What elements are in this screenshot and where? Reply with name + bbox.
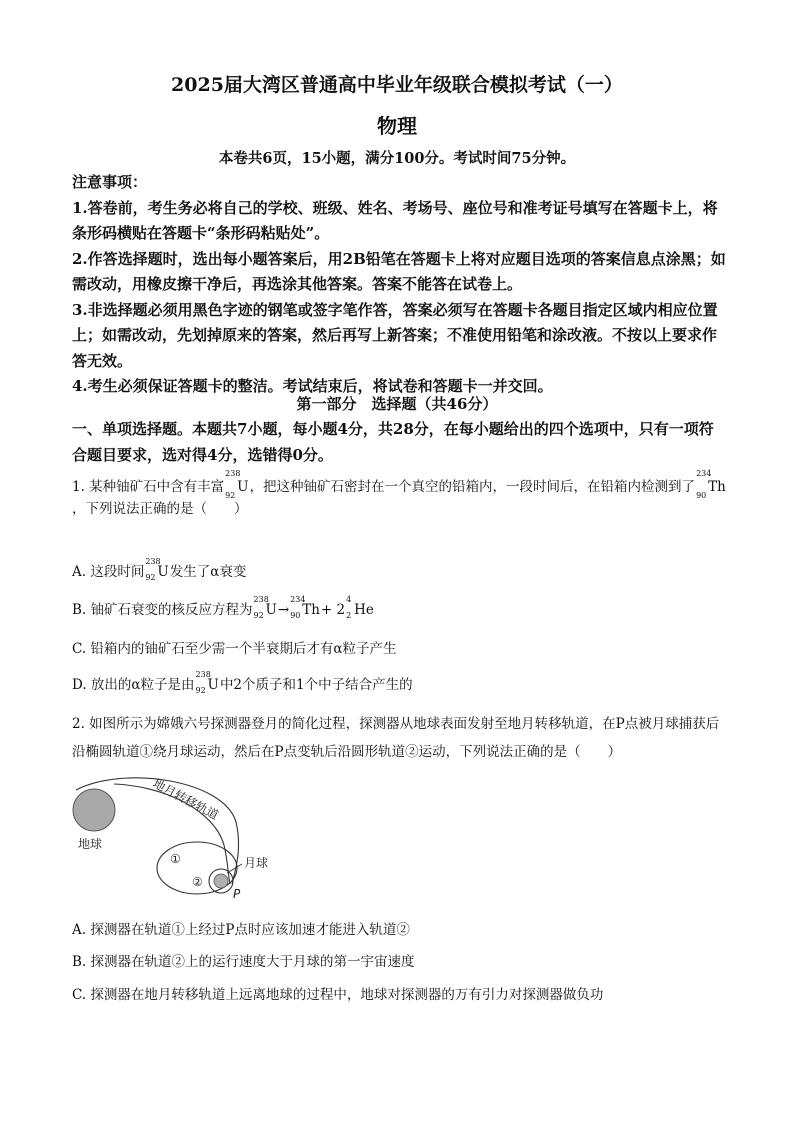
q1-option-d <box>72 670 413 695</box>
q1-option-a <box>72 557 247 582</box>
element-symbol: U <box>265 602 277 618</box>
exam-info: 本卷共6页，15小题，满分100分。考试时间75分钟。 <box>218 150 576 167</box>
element-symbol: U <box>237 479 249 495</box>
q1-a-post: 发生了α衰变 <box>169 564 247 580</box>
atomic-number: 92 <box>145 573 156 582</box>
nuclide-u238 <box>145 557 169 582</box>
nuclide-he4 <box>346 595 374 620</box>
earth-label: 地球 <box>78 837 103 851</box>
notice-item-1: 1.答卷前，考生务必将自己的学校、班级、姓名、考场号、座位号和准考证号填写在答题卡上，将条形码横贴在答题卡“条形码粘贴处”。 <box>72 198 718 242</box>
nuclide-th234 <box>290 595 320 620</box>
notice-item-4: 4.考生必须保证答题卡的整洁。考试结束后，将试卷和答题卡一并交回。 <box>72 377 553 395</box>
mass-number: 234 <box>290 595 306 604</box>
section-instructions: 一、单项选择题。本题共7小题，每小题4分，共28分，在每小题给出的四个选项中，只有一项符合题目要求，选对得4分，选错得0分。 <box>72 420 714 464</box>
reaction-plus: + 2 <box>320 602 346 618</box>
mass-number: 238 <box>195 670 211 679</box>
mass-number: 238 <box>225 469 241 478</box>
element-symbol: He <box>354 602 374 618</box>
q1-stem-c: ，下列说法正确的是（ ） <box>72 501 248 517</box>
reaction-arrow: → <box>277 602 290 618</box>
q2-option-a: A. 探测器在轨道①上经过P点时应该加速才能进入轨道② <box>72 922 410 938</box>
q1-d-pre: D. 放出的α粒子是由 <box>72 677 195 693</box>
nuclide-u238 <box>195 670 219 695</box>
subject-title: 物理 <box>377 114 417 138</box>
moon-shape <box>214 874 228 888</box>
atomic-number: 2 <box>346 611 352 620</box>
atomic-number: 90 <box>696 491 707 500</box>
notice-block <box>72 170 728 400</box>
orbit-1-label: ① <box>170 852 181 866</box>
mass-number: 4 <box>346 595 352 604</box>
atomic-number: 92 <box>195 686 206 695</box>
q1-stem-line1 <box>72 469 728 520</box>
part1-heading: 第一部分 选择题（共46分） <box>296 395 498 413</box>
earth-shape <box>73 789 115 831</box>
notice-item-2: 2.作答选择题时，选出每小题答案后，用2B铅笔在答题卡上将对应题目选项的答案信息点涂黑；如需改动，用橡皮擦干净后，再选涂其他答案。答案不能答在试卷上。 <box>72 249 726 293</box>
element-symbol: Th <box>708 479 726 495</box>
q2-option-c: C. 探测器在地月转移轨道上远离地球的过程中，地球对探测器的万有引力对探测器做负功 <box>72 987 604 1003</box>
element-symbol: U <box>157 564 169 580</box>
mass-number: 238 <box>253 595 269 604</box>
atomic-number: 92 <box>225 491 236 500</box>
q2-option-b: B. 探测器在轨道②上的运行速度大于月球的第一宇宙速度 <box>72 954 415 970</box>
mass-number: 234 <box>696 469 712 478</box>
q1-d-post: 中2个质子和1个中子结合产生的 <box>219 677 413 693</box>
atomic-number: 90 <box>290 611 301 620</box>
element-symbol: U <box>207 677 219 693</box>
orbit-2-label: ② <box>192 875 203 889</box>
notice-item-3: 3.非选择题必须用黑色字迹的钢笔或签字笔作答，答案必须写在答题卡各题目指定区域内相应位置上；如需改动，先划掉原来的答案，然后再写上新答案；不准使用铅笔和涂改液。不按以上要求作答无效。 <box>72 300 718 370</box>
q1-stem-b: ，把这种铀矿石密封在一个真空的铅箱内，一段时间后，在铅箱内检测到了 <box>249 479 696 495</box>
moon-label: 月球 <box>244 856 269 870</box>
q1-b-pre: B. 铀矿石衰变的核反应方程为 <box>72 602 253 618</box>
nuclide-th234 <box>696 469 726 500</box>
point-p-label: P <box>233 887 241 901</box>
nuclide-u238 <box>225 469 249 500</box>
mass-number: 238 <box>145 557 161 566</box>
q1-stem-a: 1. 某种铀矿石中含有丰富 <box>72 479 225 495</box>
q1-a-pre: A. 这段时间 <box>72 564 145 580</box>
exam-title: 2025届大湾区普通高中毕业年级联合模拟考试（一） <box>171 74 623 96</box>
q1-option-b <box>72 595 375 620</box>
q1-option-c: C. 铅箱内的铀矿石至少需一个半衰期后才有α粒子产生 <box>72 641 397 657</box>
orbit-diagram <box>64 770 269 901</box>
transfer-orbit-label: 地月转移轨道 <box>150 776 221 823</box>
atomic-number: 92 <box>253 611 264 620</box>
notice-heading: 注意事项： <box>72 173 148 191</box>
nuclide-u238 <box>253 595 277 620</box>
element-symbol: Th <box>302 602 320 618</box>
q2-stem: 2. 如图所示为嫦娥六号探测器登月的简化过程，探测器从地球表面发射至地月转移轨道，在P点被月球捕获后沿椭圆轨道①绕月球运动，然后在P点变轨后沿圆形轨道②运动，下列说法正确的是（ ） <box>72 716 720 760</box>
